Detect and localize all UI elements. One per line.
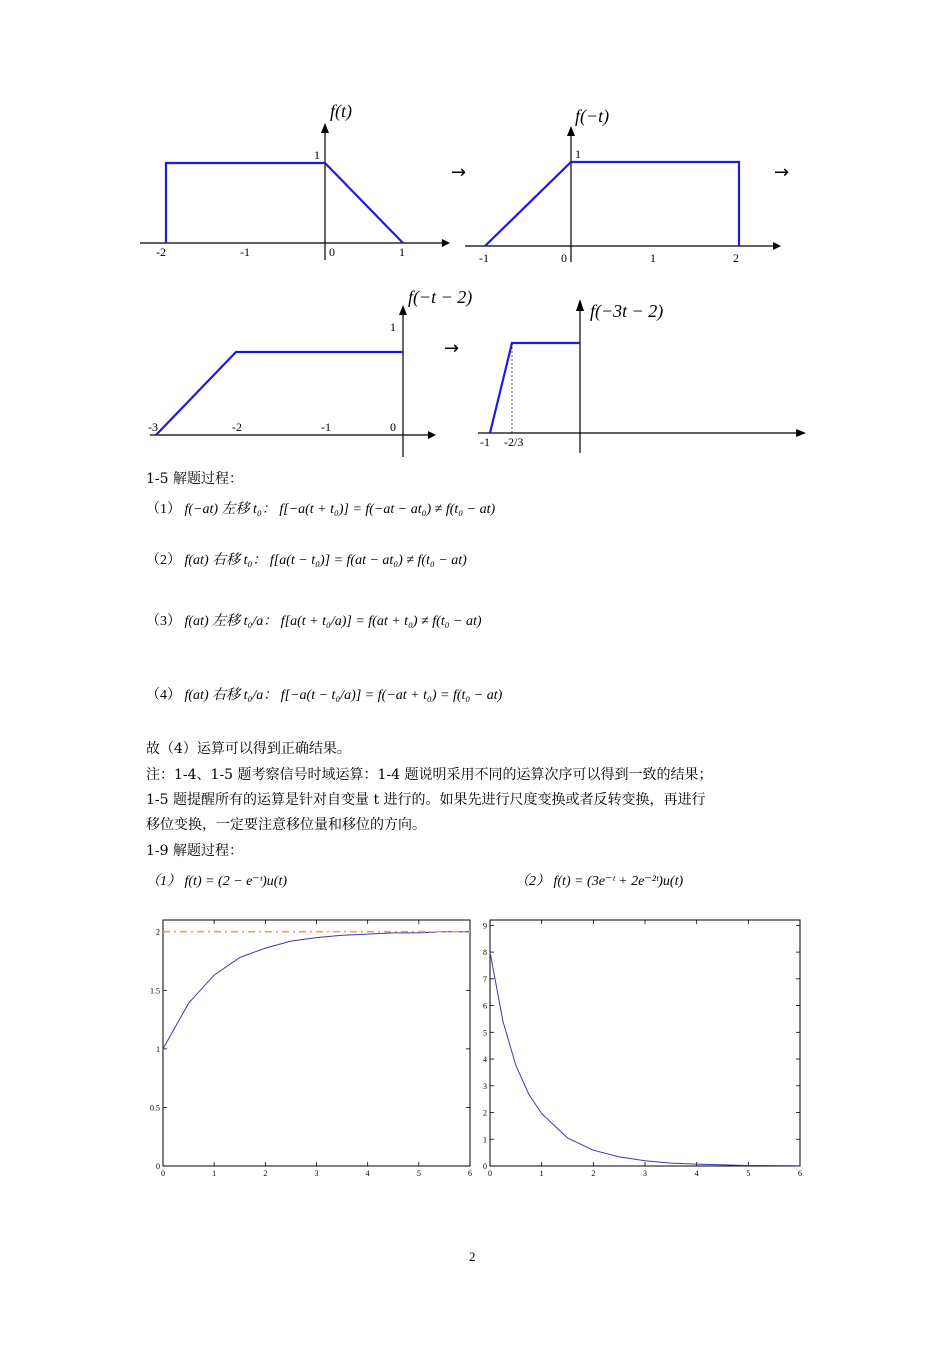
chart2-xtick-label: 6 [798, 1169, 802, 1178]
chart-2 [475, 918, 810, 1183]
chart1-ytick-label: 1 [156, 1044, 160, 1054]
chart2-ytick-label: 9 [483, 921, 487, 931]
chart1-ytick-label: 2 [156, 927, 160, 937]
g3-label: f(−t − 2) [408, 287, 473, 307]
section-19-eq2: （2） f(t) = (3e⁻ᵗ + 2e⁻²ᵗ)u(t) [515, 874, 684, 889]
section-15-heading: 1-5 解题过程： [146, 471, 243, 487]
g3-ytick: 1 [390, 320, 396, 334]
chart1-xtick-label: 5 [416, 1169, 421, 1178]
g1-label: f(t) [330, 101, 352, 121]
g2-ytick: 1 [575, 147, 581, 161]
chart1-xtick-label: 2 [263, 1169, 268, 1178]
graph-f-minus-t [465, 100, 785, 265]
eq3-expr: f[a(t + t₀/a)] = f(at + t₀) ≠ f(t₀ − at) [280, 614, 482, 629]
g2-label: f(−t) [575, 106, 610, 126]
chart2-ytick-label: 4 [483, 1055, 487, 1065]
arrow-2: → [774, 162, 790, 183]
eq2-num: （2） [146, 553, 181, 568]
section-19-eq1: （1） f(t) = (2 − e⁻ᵗ)u(t) [146, 874, 287, 889]
chart2-ytick-label: 2 [483, 1108, 487, 1118]
chart1-ytick-label: 1.5 [150, 986, 160, 996]
g3-xtick-1: -2 [232, 420, 242, 434]
chart1-ytick-label: 0 [156, 1162, 160, 1171]
note-line-2: 1-5 题提醒所有的运算是针对自变量 t 进行的。如果先进行尺度变换或者反转变换，再进行 [146, 792, 706, 808]
chart2-xtick-label: 0 [488, 1169, 492, 1178]
g3-xtick-3: 0 [390, 420, 396, 434]
eq1-num: （1） [146, 502, 181, 517]
chart1-xtick-label: 6 [468, 1169, 472, 1178]
equation-3 [146, 614, 482, 630]
chart2-ytick-label: 0 [483, 1162, 487, 1171]
eq4-num: （4） [146, 688, 181, 703]
eq2-op: f(at) 右移 t₀： [184, 553, 267, 568]
chart2-ytick-label: 1 [483, 1135, 487, 1145]
note-line-3: 移位变换，一定要注意移位量和移位的方向。 [146, 817, 426, 833]
g1-xtick-1: -1 [240, 245, 250, 259]
chart1-xtick-label: 1 [212, 1169, 217, 1178]
equation-2 [146, 553, 467, 569]
arrow-3: → [444, 338, 460, 359]
chart1-xtick-label: 4 [365, 1169, 370, 1178]
note-line-1: 注：1-4、1-5 题考察信号时域运算：1-4 题说明采用不同的运算次序可以得到一致的结果； [146, 767, 713, 783]
g4-xtick-0: -1 [480, 435, 490, 449]
chart2-ytick-label: 7 [483, 974, 487, 984]
eq4-expr: f[−a(t − t₀/a)] = f(−at + t₀) = f(t₀ − at) [280, 688, 503, 703]
eq4-op: f(at) 右移 t₀/a： [184, 688, 278, 703]
chart1-xtick-label: 0 [161, 1169, 165, 1178]
page-number: 2 [469, 1249, 476, 1264]
g4-xtick-1: -2/3 [504, 435, 524, 449]
section-19-heading: 1-9 解题过程： [146, 843, 243, 859]
eq2-expr: f[a(t − t₀)] = f(at − at₀) ≠ f(t₀ − at) [269, 553, 467, 568]
g1-ytick: 1 [314, 148, 320, 162]
chart1-ytick-label: 0.5 [150, 1103, 160, 1113]
chart2-ytick-label: 8 [483, 948, 487, 958]
g2-xtick-3: 2 [733, 251, 739, 265]
equation-4 [146, 688, 502, 704]
conclusion: 故（4）运算可以得到正确结果。 [146, 741, 351, 757]
chart-1 [140, 918, 475, 1183]
g2-xtick-2: 1 [650, 251, 656, 265]
g2-xtick-0: -1 [479, 251, 489, 265]
chart2-ytick-label: 6 [483, 1001, 487, 1011]
g2-xtick-1: 0 [561, 251, 567, 265]
chart2-xtick-label: 4 [694, 1169, 699, 1178]
chart2-xtick-label: 3 [643, 1169, 647, 1178]
chart2-xtick-label: 2 [591, 1169, 596, 1178]
chart2-ytick-label: 5 [483, 1028, 487, 1038]
arrow-1: → [451, 162, 467, 183]
chart1-xtick-label: 3 [314, 1169, 319, 1178]
g1-xtick-3: 1 [399, 245, 405, 259]
eq1-expr: f[−a(t + t₀)] = f(−at − at₀) ≠ f(t₀ − at) [279, 502, 496, 517]
chart2-xtick-label: 5 [746, 1169, 751, 1178]
g1-xtick-2: 0 [329, 245, 335, 259]
chart2-ytick-label: 3 [483, 1081, 487, 1091]
eq3-num: （3） [146, 614, 181, 629]
g3-xtick-2: -1 [321, 420, 331, 434]
graph-f-t [140, 95, 450, 265]
eq1-op: f(−at) 左移 t₀： [184, 502, 276, 517]
g1-xtick-0: -2 [156, 245, 166, 259]
equation-1 [146, 502, 495, 518]
g4-label: f(−3t − 2) [590, 301, 664, 321]
g3-xtick-0: -3 [148, 420, 158, 434]
chart2-xtick-label: 1 [539, 1169, 544, 1178]
graph-f-minus-t-minus-2 [140, 285, 473, 460]
graph-f-minus-3t-minus-2 [470, 295, 815, 455]
eq3-op: f(at) 左移 t₀/a： [184, 614, 278, 629]
